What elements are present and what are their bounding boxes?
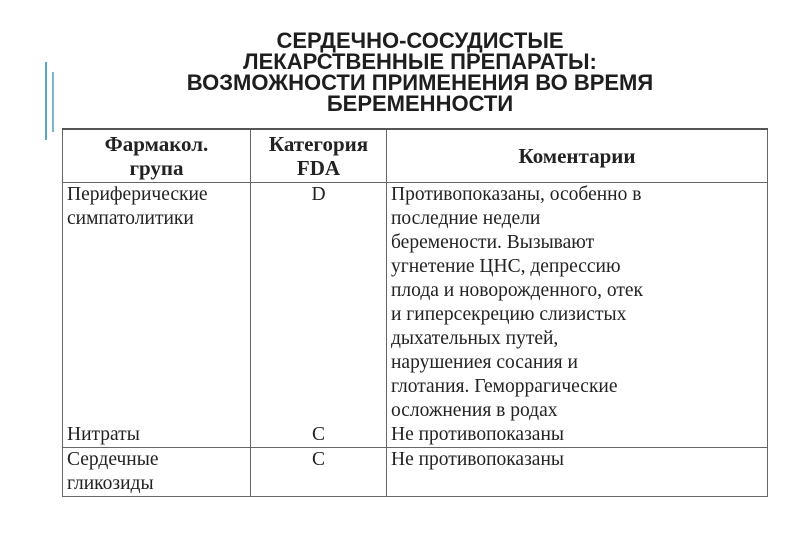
title-line-1: СЕРДЕЧНО-СОСУДИСТЫЕ xyxy=(276,28,564,53)
row-comment: Противопоказаны, особенно в последние недели беремености. Вызывают угнетение ЦНС, депрессию плода и новорожденного, отек и гиперсекрецию слизистых дыхательных путей, нарушениея сосания и глотания. Геморрагические осложнения в родах xyxy=(387,183,768,424)
row-comment: Не противопоказаны xyxy=(387,423,768,448)
row-category: C xyxy=(251,423,387,448)
table-row xyxy=(63,448,768,497)
decorative-accent-line-inner xyxy=(52,72,54,132)
drug-category-table xyxy=(62,128,768,497)
row-category: C xyxy=(251,448,387,497)
title-line-3: ВОЗМОЖНОСТИ ПРИМЕНЕНИЯ ВО ВРЕМЯ xyxy=(186,70,654,95)
slide-title xyxy=(120,30,720,114)
row-category: D xyxy=(251,183,387,424)
title-line-2: ЛЕКАРСТВЕННЫЕ ПРЕПАРАТЫ: xyxy=(243,49,597,74)
table-row xyxy=(63,183,768,424)
row-group: Периферические симпатолитики xyxy=(63,183,251,424)
row-group: Сердечные гликозиды xyxy=(63,448,251,497)
row-group: Нитраты xyxy=(63,423,251,448)
header-group: Фармакол. група xyxy=(63,129,251,183)
header-fda-category: Категория FDA xyxy=(251,129,387,183)
table-row xyxy=(63,423,768,448)
title-line-4: БЕРЕМЕННОСТИ xyxy=(326,91,514,116)
decorative-accent-line xyxy=(45,62,47,140)
row-comment: Не противопоказаны xyxy=(387,448,768,497)
header-comment: Коментарии xyxy=(387,129,768,183)
table-header-row xyxy=(63,129,768,183)
